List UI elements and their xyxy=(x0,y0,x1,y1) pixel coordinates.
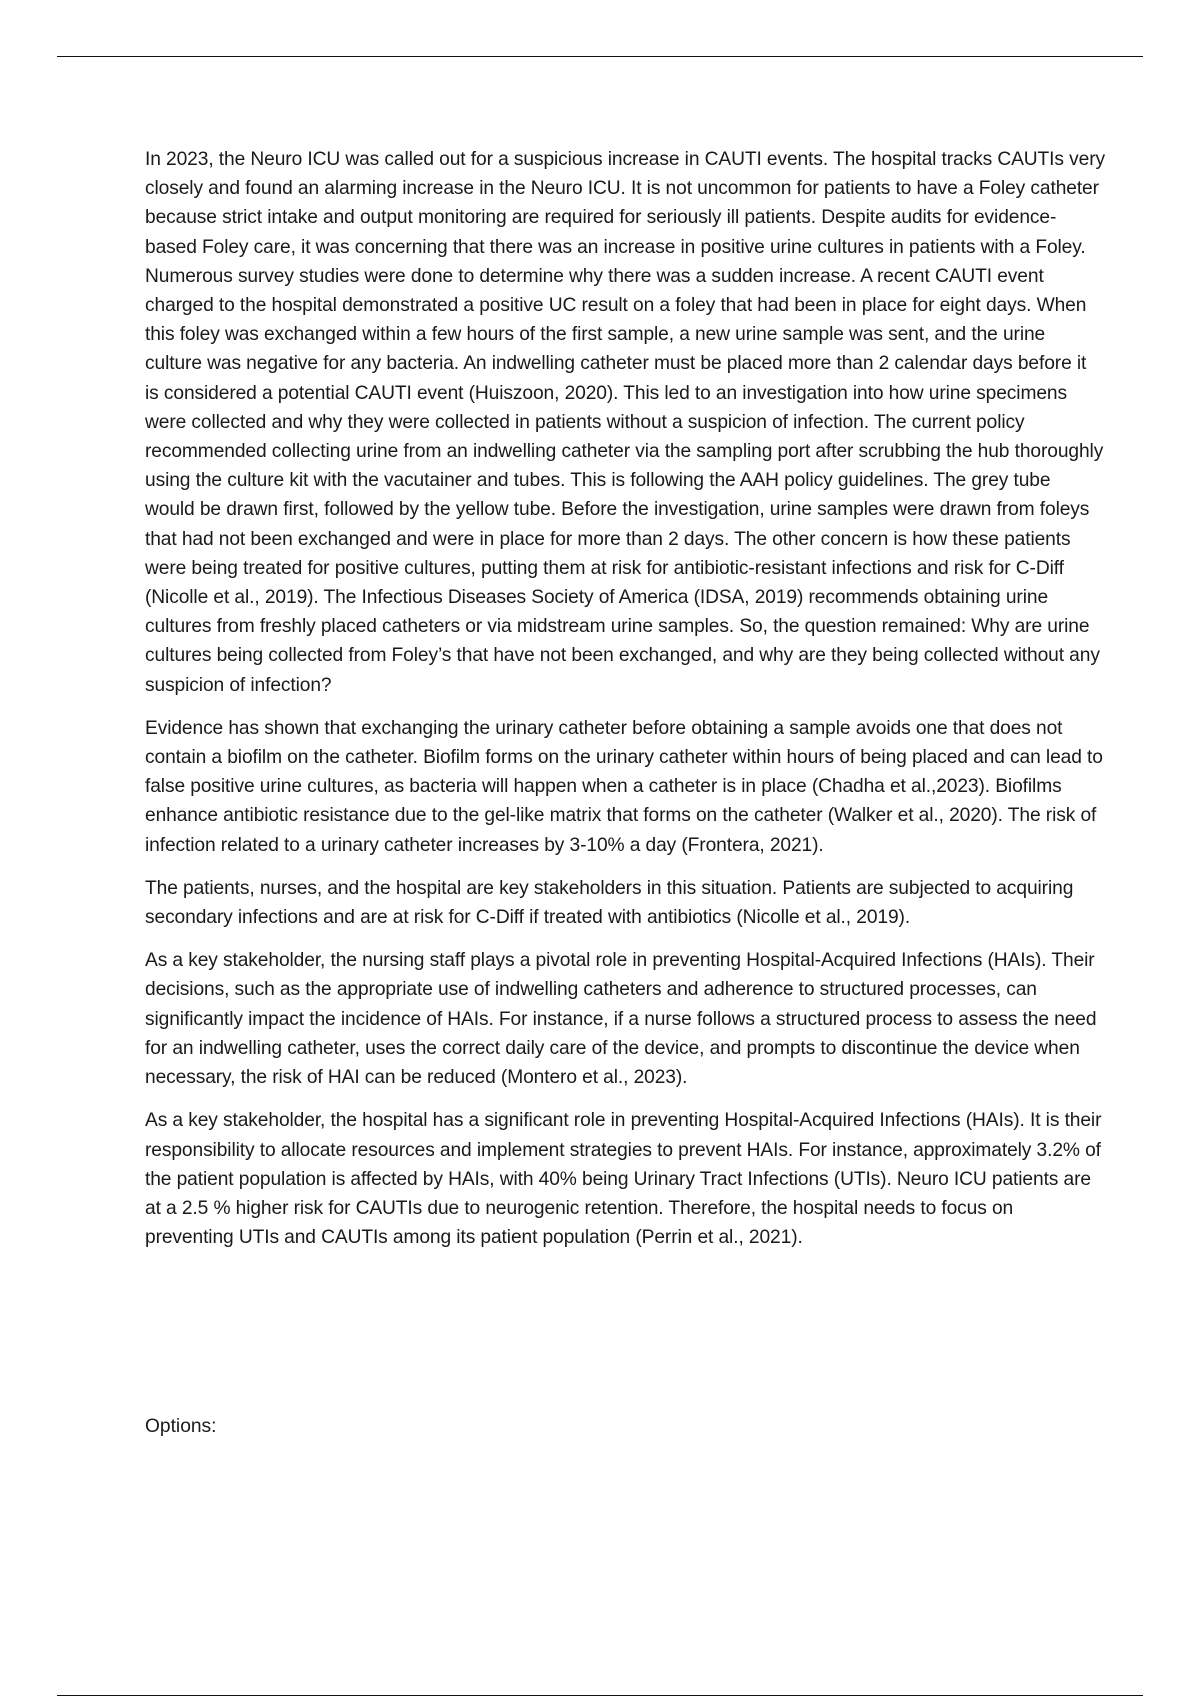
paragraph-evidence: Evidence has shown that exchanging the urinary catheter before obtaining a sample avoids one that does not contain a biofilm on the catheter. Biofilm forms on the urinary catheter within hours of being placed and can lead to false positive urine cultures, as bacteria will happen when a catheter is in place (Chadha et al.,2023). Biofilms enhance antibiotic resistance due to the gel-like matrix that forms on the catheter (Walker et al., 2020). The risk of infection related to a urinary catheter increases by 3-10% a day (Frontera, 2021). xyxy=(145,717,1103,856)
paragraph-stakeholders: The patients, nurses, and the hospital are key stakeholders in this situation. Patients are subjected to acquiring secondary infections and are at risk for C-Diff if treated with antibiotics (Nicolle et al., 2019). xyxy=(145,877,1074,929)
options-heading: Options: xyxy=(145,1416,217,1437)
footer-rule xyxy=(57,1695,1143,1696)
paragraph-hospital: As a key stakeholder, the hospital has a significant role in preventing Hospital-Acquired Infections (HAIs). It is their responsibility to allocate resources and implement strategies to prevent HAIs. For instance, approximately 3.2% of the patient population is affected by HAIs, with 40% being Urinary Tract Infections (UTIs). Neuro ICU patients are at a 2.5 % higher risk for CAUTIs due to neurogenic retention. Therefore, the hospital needs to focus on preventing UTIs and CAUTIs among its patient population (Perrin et al., 2021). xyxy=(145,1110,1102,1249)
paragraph-nursing-staff: As a key stakeholder, the nursing staff plays a pivotal role in preventing Hospital-Acquired Infections (HAIs). Their decisions, such as the appropriate use of indwelling catheters and adherence to structured processes, can significantly impact the incidence of HAIs. For instance, if a nurse follows a structured process to assess the need for an indwelling catheter, uses the correct daily care of the device, and prompts to discontinue the device when necessary, the risk of HAI can be reduced (Montero et al., 2023). xyxy=(145,950,1097,1089)
header-rule xyxy=(57,56,1143,57)
paragraph-intro: In 2023, the Neuro ICU was called out for a suspicious increase in CAUTI events. The hospital tracks CAUTIs very closely and found an alarming increase in the Neuro ICU. It is not uncommon for patients to have a Foley catheter because strict intake and output monitoring are required for seriously ill patients. Despite audits for evidence-based Foley care, it was concerning that there was an increase in positive urine cultures in patients with a Foley. Numerous survey studies were done to determine why there was a sudden increase. A recent CAUTI event charged to the hospital demonstrated a positive UC result on a foley that had been in place for eight days. When this foley was exchanged within a few hours of the first sample, a new urine sample was sent, and the urine culture was negative for any bacteria. An indwelling catheter must be placed more than 2 calendar days before it is considered a potential CAUTI event (Huiszoon, 2020). This led to an investigation into how urine specimens were collected and why they were collected in patients without a suspicion of infection. The current policy recommended collecting urine from an indwelling catheter via the sampling port after scrubbing the hub thoroughly using the culture kit with the vacutainer and tubes. This is following the AAH policy guidelines. The grey tube would be drawn first, followed by the yellow tube. Before the investigation, urine samples were drawn from foleys that had not been exchanged and were in place for more than 2 days. The other concern is how these patients were being treated for positive cultures, putting them at risk for antibiotic-resistant infections and risk for C-Diff (Nicolle et al., 2019). The Infectious Diseases Society of America (IDSA, 2019) recommends obtaining urine cultures from freshly placed catheters or via midstream urine samples. So, the question remained: Why are urine cultures being collected from Foley’s that have not been exchanged, and why are they being collected without any suspicion of infection? xyxy=(145,149,1105,696)
document-body xyxy=(145,145,1105,1266)
